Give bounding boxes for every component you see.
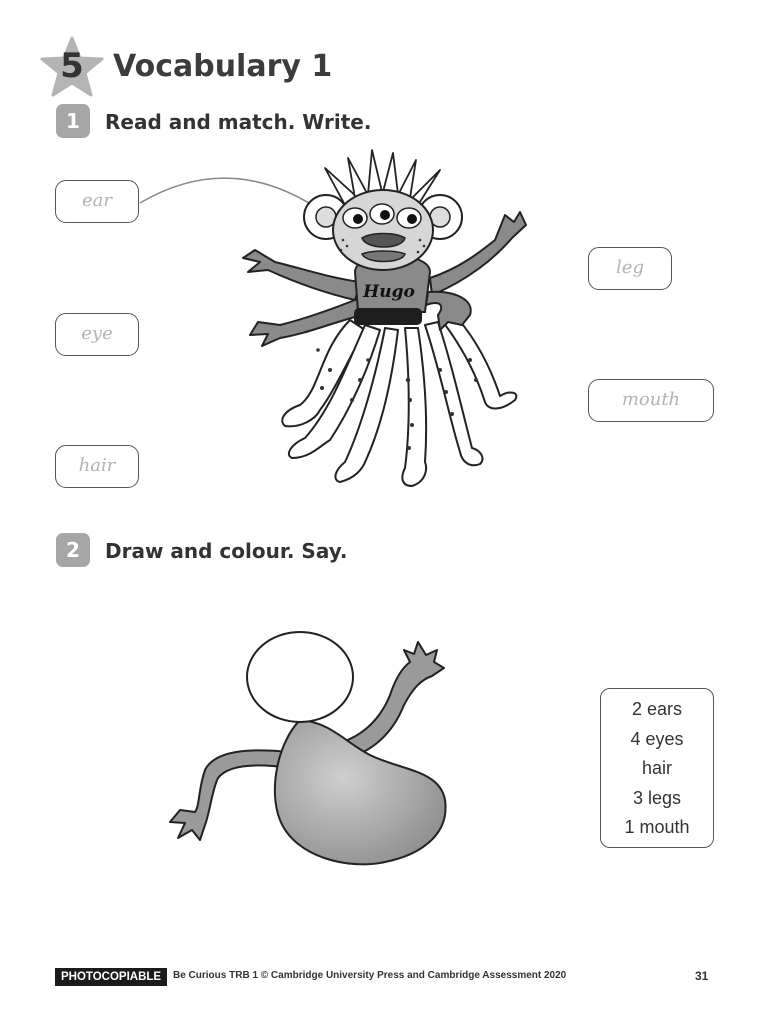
page-number: 31 xyxy=(695,969,709,983)
photocopiable-badge: PHOTOCOPIABLE xyxy=(55,968,167,986)
parts-list-item: hair xyxy=(641,758,672,778)
unit-title: Vocabulary 1 xyxy=(113,49,333,84)
copyright-credit: Be Curious TRB 1 © Cambridge University Press and Cambridge Assessment 2020 xyxy=(173,970,567,981)
parts-list-item: 1 mouth xyxy=(624,817,690,837)
hugo-shirt-label: Hugo xyxy=(363,282,415,302)
parts-list-item: 3 legs xyxy=(632,787,682,808)
word-box-ear[interactable]: ear xyxy=(55,180,139,223)
word-box-eye[interactable]: eye xyxy=(55,313,139,356)
exercise-2-instruction: Draw and colour. Say. xyxy=(105,539,348,563)
exercise-2-number: 2 xyxy=(56,533,90,567)
word-box-leg[interactable]: leg xyxy=(588,247,672,290)
exercise-1-instruction: Read and match. Write. xyxy=(105,110,372,134)
unit-number: 5 xyxy=(60,46,84,86)
word-box-mouth[interactable]: mouth xyxy=(588,379,714,422)
exercise-1-number: 1 xyxy=(56,104,90,138)
parts-list-box xyxy=(600,688,714,848)
parts-list-item: 4 eyes xyxy=(630,728,684,749)
word-box-hair[interactable]: hair xyxy=(55,445,139,488)
parts-list-item: 2 ears xyxy=(631,699,683,719)
